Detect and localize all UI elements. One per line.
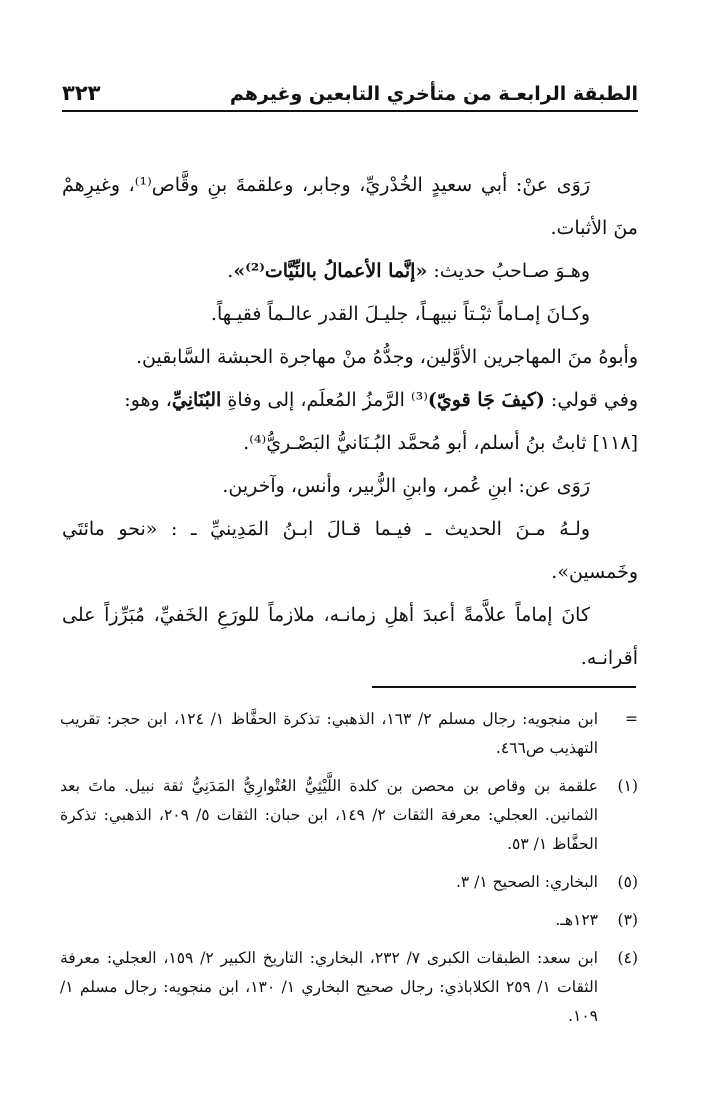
paragraph-narrated-from: رَوَى عن: ابنِ عُمر، وابنِ الزُّبير، وأنس، وآخرين.: [222, 475, 590, 497]
footnote-marker: (٥): [617, 873, 638, 891]
footnote-marker: =: [625, 710, 638, 728]
main-text: [62, 164, 638, 680]
footnote-text: ابن سعد: الطبقات الكبرى ٧/ ٢٣٢، البخاري: التاريخ الكبير ٢/ ١٥٩، العجلي: معرفة الثقات ١/ ٢٥٩ الكلاباذي: رجال صحيح البخاري ١/ ١٣٠، ابن منجويه: رجال مسلم ١/ ١٠٩.: [60, 949, 599, 1025]
footnote-continued: [60, 705, 638, 763]
paragraph-narrators: رَوَى عنْ: أبي سعيدٍ الخُدْريِّ، وجابر، وعلقمةَ بنِ وقَّاص⁽¹⁾، وغيرِهمْ منَ الأثبات.: [62, 174, 638, 239]
footnote-text: البخاري: الصحيح ١/ ٣.: [455, 873, 598, 891]
paragraph-hadith: [62, 250, 638, 293]
hadith-end: .: [227, 260, 234, 282]
footnotes: [60, 705, 638, 1040]
symbol-code: (كيفَ جَا قويّ): [427, 389, 545, 411]
symbol-end: ، وهو:: [124, 389, 172, 411]
hadith-intro: وهـوَ صـاحبُ حديث:: [427, 260, 590, 282]
page-number: ٣٢٣: [62, 81, 101, 105]
footnote-marker: (٤): [617, 949, 638, 967]
footnote-text: ابن منجويه: رجال مسلم ٢/ ١٦٣، الذهبي: تذكرة الحفَّاظ ١/ ١٢٤، ابن حجر: تقريب التهذيب ص٤٦٦.: [60, 710, 598, 757]
footnote-4: [60, 944, 638, 1031]
hadith-quote: «إنَّما الأعمالُ بالنِّيَّات⁽²⁾»: [233, 260, 428, 282]
paragraph-symbol: [62, 379, 638, 422]
footnote-text: ١٢٣هـ.: [555, 911, 598, 929]
footnote-marker: (١): [617, 777, 638, 795]
paragraph-entry-118: [١١٨] ثابتُ بنُ أسلم، أبو مُحمَّد البُـنَانيُّ البَصْـريُّ⁽⁴⁾.: [243, 432, 638, 454]
paragraph-description: وكـانَ إمـاماً ثبْـتاً نبيهـاً، جليـلَ القدر عالـماً فقيـهاً.: [210, 303, 590, 325]
symbol-name: البُنَانِيِّ: [171, 389, 222, 411]
page-header: [62, 76, 638, 112]
footnote-text: علقمة بن وقاص بن محصن بن كلدة اللَّيْثِيُّ العُتْوارِيُّ المَدَنِيُّ ثقة نبيل. ماتَ بعد الثمانين. العجلي: معرفة الثقات ٢/ ١٤٩، ابن حبان: الثقات ٥/ ٢٠٩، الذهبي: تذكرة الحفَّاظ ١/ ٥٣.: [60, 777, 598, 853]
footnote-1: [60, 772, 638, 859]
footnote-marker: (٣): [617, 911, 638, 929]
paragraph-hadith-count: ولـهُ مـنَ الحديث ـ فيـما قـالَ ابـنُ المَدِينيِّ ـ : «نحو مائتَي وخَمسين».: [62, 518, 638, 583]
running-title: الطبقة الرابعـة من متأخري التابعين وغيرهم: [229, 83, 638, 105]
footnote-separator: [372, 686, 636, 688]
paragraph-lineage: وأبوهُ منَ المهاجرين الأوَّلين، وجدُّهُ منْ مهاجرة الحبشة السَّابقين.: [136, 346, 638, 368]
symbol-intro: وفي قولي:: [544, 389, 638, 411]
footnote-2: [60, 868, 638, 897]
footnote-3: [60, 906, 638, 935]
paragraph-character: كانَ إماماً علاَّمةً أعبدَ أهلِ زمانـه، ملازماً للورَعِ الخَفيِّ، مُبَرِّزاً على أقرانـه.: [62, 604, 638, 669]
symbol-middle: ⁽³⁾ الرَّمزُ المُعلَم، إلى وفاةِ: [221, 389, 428, 411]
